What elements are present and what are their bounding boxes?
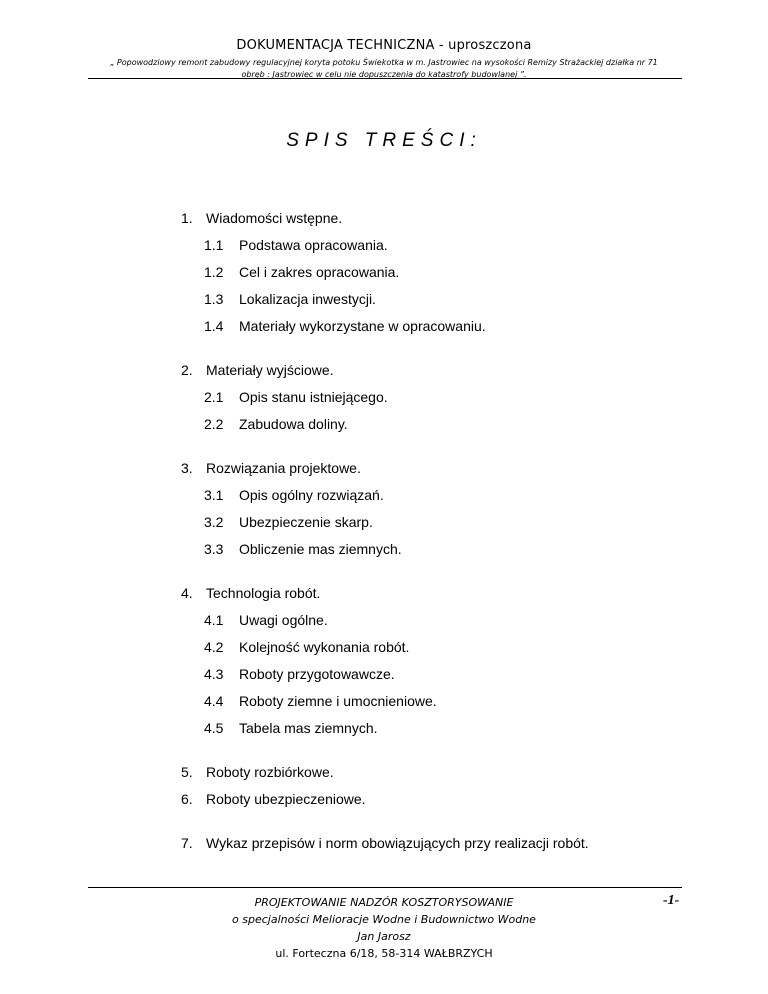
footer-line-4: ul. Forteczna 6/18, 58-314 WAŁBRZYCH — [275, 947, 493, 960]
toc-entry-label: Materiały wyjściowe. — [206, 362, 334, 378]
toc-subentry-number: 4.4 — [204, 693, 224, 709]
toc-subentry — [204, 237, 589, 264]
toc-subentry — [204, 264, 589, 291]
footer-line-1: PROJEKTOWANIE NADZÓR KOSZTORYSOWANIE — [254, 896, 514, 909]
footer-divider — [88, 887, 682, 888]
toc-entry — [181, 791, 589, 818]
toc-subentry-label: Zabudowa doliny. — [239, 416, 348, 432]
toc-subentry — [204, 720, 589, 747]
toc-entry-label: Technologia robót. — [206, 585, 321, 601]
toc-subentry-number: 4.2 — [204, 639, 224, 655]
toc-subentry-number: 1.4 — [204, 318, 224, 334]
toc-subentry-number: 3.1 — [204, 487, 224, 503]
toc-subentry-label: Obliczenie mas ziemnych. — [239, 541, 402, 557]
toc-subentry-label: Opis ogólny rozwiązań. — [239, 487, 384, 503]
toc-subentry — [204, 487, 589, 514]
toc-section — [181, 460, 589, 568]
footer-line-3: Jan Jarosz — [357, 930, 411, 943]
toc-entry-label: Roboty ubezpieczeniowe. — [206, 791, 366, 807]
toc-subentry — [204, 318, 589, 345]
toc-subentry — [204, 666, 589, 693]
toc-subentry-label: Cel i zakres opracowania. — [239, 264, 400, 280]
toc-section — [181, 764, 589, 791]
toc-subentry-label: Roboty ziemne i umocnieniowe. — [239, 693, 437, 709]
toc-entry-number: 5. — [181, 764, 193, 780]
toc-entry-number: 2. — [181, 362, 193, 378]
toc-entry-number: 3. — [181, 460, 193, 476]
toc-section — [181, 791, 589, 818]
toc-entry — [181, 460, 589, 487]
toc-entry — [181, 210, 589, 237]
page-header — [0, 38, 768, 81]
toc-subentry — [204, 291, 589, 318]
toc-section — [181, 835, 589, 862]
toc-subentry — [204, 416, 589, 443]
toc-subentry — [204, 541, 589, 568]
toc-entry-label: Wykaz przepisów i norm obowiązujących przy realizacji robót. — [206, 835, 589, 851]
toc-subentry-label: Uwagi ogólne. — [239, 612, 328, 628]
subtitle-line-1: „ Popowodziowy remont zabudowy regulacyjnej koryta potoku Świekotka w m. Jastrowiec na wysokości Remizy Strażackiej działka nr 71 — [110, 58, 658, 67]
toc-subentry-number: 1.1 — [204, 237, 224, 253]
toc-section — [181, 585, 589, 747]
toc-subentry-number: 2.2 — [204, 416, 224, 432]
toc-subentry-number: 4.3 — [204, 666, 224, 682]
toc-subentry-number: 1.2 — [204, 264, 224, 280]
toc-entry — [181, 764, 589, 791]
toc-subentry-label: Materiały wykorzystane w opracowaniu. — [239, 318, 486, 334]
toc-entry — [181, 362, 589, 389]
toc-section — [181, 210, 589, 345]
document-title: DOKUMENTACJA TECHNICZNA - uproszczona — [236, 38, 532, 53]
toc-section — [181, 362, 589, 443]
toc-subentry — [204, 514, 589, 541]
page-footer — [0, 894, 768, 962]
footer-line-2: o specjalności Melioracje Wodne i Budownictwo Wodne — [232, 913, 536, 926]
toc-subentry-label: Lokalizacja inwestycji. — [239, 291, 376, 307]
page-number: -1- — [663, 893, 680, 908]
header-divider — [88, 78, 682, 79]
toc-subentry-number: 3.2 — [204, 514, 224, 530]
toc-subentry-number: 4.1 — [204, 612, 224, 628]
toc-entry-number: 1. — [181, 210, 193, 226]
toc-subentry-label: Ubezpieczenie skarp. — [239, 514, 373, 530]
toc-subentry-label: Kolejność wykonania robót. — [239, 639, 410, 655]
toc-title: SPIS TREŚCI: — [286, 130, 482, 151]
toc-subentry — [204, 693, 589, 720]
toc-entry-label: Rozwiązania projektowe. — [206, 460, 361, 476]
toc-entry-label: Roboty rozbiórkowe. — [206, 764, 334, 780]
toc-subentry-label: Podstawa opracowania. — [239, 237, 388, 253]
toc-subentry — [204, 612, 589, 639]
toc-subentry-label: Opis stanu istniejącego. — [239, 389, 388, 405]
toc-subentry — [204, 389, 589, 416]
toc-subentry-number: 1.3 — [204, 291, 224, 307]
toc-subentry-label: Roboty przygotowawcze. — [239, 666, 395, 682]
toc-entry — [181, 835, 589, 862]
toc-subentry — [204, 639, 589, 666]
toc-subentry-label: Tabela mas ziemnych. — [239, 720, 378, 736]
toc-subentry-number: 2.1 — [204, 389, 224, 405]
table-of-contents — [181, 210, 589, 879]
toc-entry — [181, 585, 589, 612]
toc-entry-label: Wiadomości wstępne. — [206, 210, 343, 226]
toc-subentry-number: 3.3 — [204, 541, 224, 557]
toc-entry-number: 4. — [181, 585, 193, 601]
toc-entry-number: 6. — [181, 791, 193, 807]
toc-subentry-number: 4.5 — [204, 720, 224, 736]
subtitle-line-2: obręb : Jastrowiec w celu nie dopuszczenia do katastrofy budowlanej ”. — [241, 70, 527, 79]
toc-entry-number: 7. — [181, 835, 193, 851]
